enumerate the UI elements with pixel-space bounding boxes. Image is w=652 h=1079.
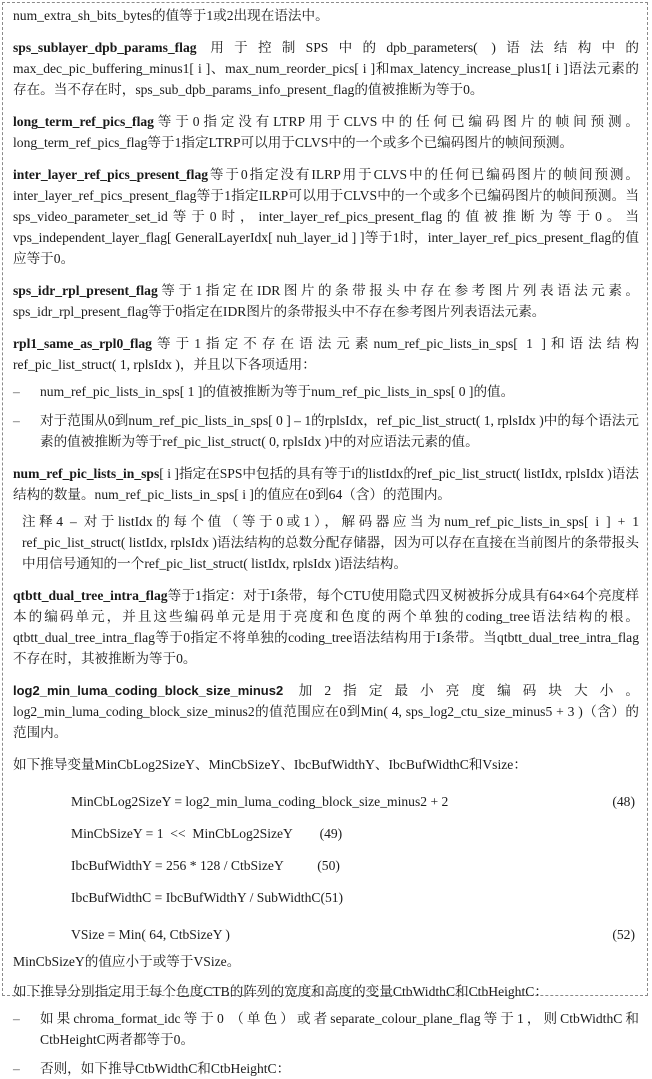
syntax-term: qtbtt_dual_tree_intra_flag — [13, 588, 168, 603]
paragraph-text: 用于控制SPS中的dpb_parameters( )语法结构中的max_dec_pic_buffering_minus1[ i ]、max_num_reorder_pics[ i ]和max_latency_increase_plus1[ i ]语法元素的存在。当不存在时，sps_sub_dpb_params_info_present_flag的值被推断为等于0。 — [13, 40, 639, 97]
list-item-text: 如果chroma_format_idc等于0 （单色）或者separate_colour_plane_flag等于1，则CtbWidthC和CtbHeightC两者都等于0。 — [40, 1011, 639, 1047]
paragraph-num-ref-pic-lists-in-sps — [13, 463, 639, 505]
list-item-text: 对于范围从0到num_ref_pic_lists_in_sps[ 0 ] – 1的rplsIdx，ref_pic_list_struct( 1, rplsIdx )中的每个语法元素的值被推断为等于ref_pic_list_struct( 0, rplsIdx )中的对应语法元素的值。 — [40, 413, 639, 449]
equation-number: (52) — [612, 927, 635, 942]
paragraph-text: MinCbSizeY的值应小于或等于VSize。 — [13, 954, 241, 969]
syntax-term: sps_idr_rpl_present_flag — [13, 283, 158, 298]
equation-number: (49) — [319, 826, 343, 841]
equation-expression: MinCbSizeY = 1 << MinCbLog2SizeY — [71, 826, 320, 841]
paragraph-text: 等于1指定：对于I条带，每个CTU使用隐式四叉树被拆分成具有64×64个亮度样本的编码单元，并且这些编码单元是用于亮度和色度的两个单独的coding_tree语法结构的根。qtbtt_dual_tree_intra_flag等于0指定不将单独的coding_tree语法结构用于I条带。当qtbtt_dual_tree_intra_flag不存在时，其被推断为等于0。 — [13, 588, 639, 666]
paragraph-log2-min-luma-coding-block-size — [13, 680, 639, 743]
equation-expression: IbcBufWidthC = IbcBufWidthY / SubWidthC — [71, 890, 321, 905]
syntax-term: long_term_ref_pics_flag — [13, 114, 154, 129]
equation-expression: IbcBufWidthY = 256 * 128 / CtbSizeY — [71, 858, 318, 873]
list-item-text: 否则，如下推导CtbWidthC和CtbHeightC： — [40, 1061, 291, 1076]
paragraph-text: 等于0指定没有LTRP用于CLVS中的任何已编码图片的帧间预测。long_term_ref_pics_flag等于1指定LTRP可以用于CLVS中的一个或多个已编码图片的帧间预测。 — [13, 114, 639, 150]
list-item — [13, 410, 639, 452]
list-item — [13, 1008, 639, 1050]
syntax-term: inter_layer_ref_pics_present_flag — [13, 167, 209, 182]
dash-bullet: – — [13, 413, 20, 428]
equation-expression: VSize = Min( 64, CtbSizeY ) — [71, 927, 230, 942]
paragraph-inter-layer-ref-pics-present-flag — [13, 164, 639, 269]
paragraph-sps-idr-rpl-present-flag — [13, 280, 639, 322]
equation-51 — [13, 887, 639, 908]
syntax-term: rpl1_same_as_rpl0_flag — [13, 336, 152, 351]
equation-number: (48) — [612, 794, 635, 809]
paragraph-mincbsizey-constraint — [13, 951, 639, 972]
document-page — [2, 2, 648, 1076]
dash-bullet: – — [13, 1011, 20, 1026]
equation-52 — [13, 924, 639, 945]
paragraph-derivation-intro — [13, 754, 639, 775]
paragraph-text: 加2指定最小亮度编码块大小。log2_min_luma_coding_block_size_minus2的值范围应在0到Min( 4, sps_log2_ctu_size_minus5 + 3 )（含）的范围内。 — [13, 683, 639, 740]
dash-bullet: – — [13, 1061, 20, 1076]
equation-number: (50) — [317, 858, 340, 873]
equation-48 — [13, 791, 639, 812]
note-text: 注释4 – 对于listIdx的每个值（等于0或1），解码器应当为num_ref_pic_lists_in_sps[ i ] + 1 ref_pic_list_struct( listIdx, rplsIdx )语法结构的总数分配存储器，因为可以存在直接在当前图片的条带报头中用信号通知的一个ref_pic_list_struct( listIdx, rplsIdx )语法结构。 — [22, 514, 639, 571]
equation-49 — [13, 823, 639, 844]
equation-50 — [13, 855, 639, 876]
syntax-term: sps_sublayer_dpb_params_flag — [13, 40, 197, 55]
paragraph-num-extra-sh-bits — [13, 5, 639, 26]
equation-number: (51) — [320, 890, 344, 905]
paragraph-rpl1-same-as-rpl0-flag — [13, 333, 639, 375]
paragraph-text: [ i ]指定在SPS中包括的具有等于i的listIdx的ref_pic_list_struct( listIdx, rplsIdx )语法结构的数量。num_ref_pic_lists_in_sps[ i ]的值应在0到64（含）的范围内。 — [13, 466, 639, 502]
paragraph-text: 等于0指定没有ILRP用于CLVS中的任何已编码图片的帧间预测。inter_layer_ref_pics_present_flag等于1指定ILRP可以用于CLVS中的一个或多个已编码图片的帧间预测。当sps_video_parameter_set_id等于0时，inter_layer_ref_pics_present_flag的值被推断为等于0。当vps_independent_layer_flag[ GeneralLayerIdx[ nuh_layer_id ] ]等于1时，inter_layer_ref_pics_present_flag的值应等于0。 — [13, 167, 639, 266]
syntax-term: num_ref_pic_lists_in_sps — [13, 466, 160, 481]
equation-expression: MinCbLog2SizeY = log2_min_luma_coding_block_size_minus2 + 2 — [71, 794, 449, 809]
paragraph-text: 如下推导变量MinCbLog2SizeY、MinCbSizeY、IbcBufWidthY、IbcBufWidthC和Vsize： — [13, 757, 527, 772]
paragraph-sps-sublayer-dpb-params-flag — [13, 37, 639, 100]
paragraph-qtbtt-dual-tree-intra-flag — [13, 585, 639, 669]
paragraph-text: 如下推导分别指定用于每个色度CTB的阵列的宽度和高度的变量CtbWidthC和CtbHeightC： — [13, 984, 548, 999]
syntax-term: log2_min_luma_coding_block_size_minus2 — [13, 683, 284, 698]
dash-bullet: – — [13, 384, 20, 399]
list-item — [13, 381, 639, 402]
paragraph-text: 等于1指定在IDR图片的条带报头中存在参考图片列表语法元素。sps_idr_rpl_present_flag等于0指定在IDR图片的条带报头中不存在参考图片列表语法元素。 — [13, 283, 639, 319]
paragraph-text: 等于1指定不存在语法元素num_ref_pic_lists_in_sps[ 1 ]和语法结构ref_pic_list_struct( 1, rplsIdx )，并且以下各项适用： — [13, 336, 639, 372]
list-item — [13, 1058, 639, 1079]
paragraph-text: num_extra_sh_bits_bytes的值等于1或2出现在语法中。 — [13, 8, 329, 23]
paragraph-long-term-ref-pics-flag — [13, 111, 639, 153]
note-4 — [13, 511, 639, 574]
paragraph-ctb-width-height-intro — [13, 981, 639, 1002]
list-item-text: num_ref_pic_lists_in_sps[ 1 ]的值被推断为等于num_ref_pic_lists_in_sps[ 0 ]的值。 — [40, 384, 515, 399]
